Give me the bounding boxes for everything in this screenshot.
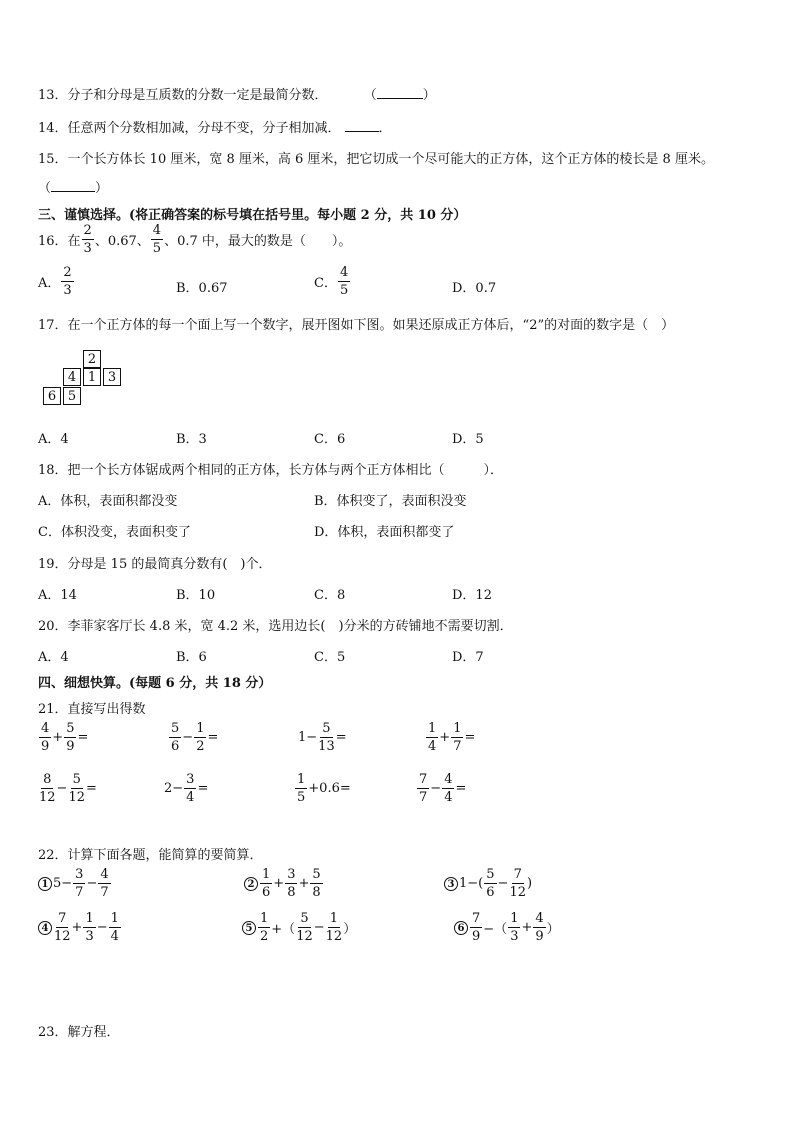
option-d[interactable]: D．体积，表面积都变了 [314,525,455,540]
expression-1: $\frac{4}{9}$ + $\frac{5}{9}$ = [41,721,89,754]
option-c[interactable]: C． $\frac{4}{5}$ [314,265,349,298]
question-15 [38,148,714,167]
question-13: 13．分子和分母是互质数的分数一定是最简分数． （ ） [38,88,436,103]
question-16: 16．在 $\frac{2}{3}$ 、0.67、 $\frac{4}{5}$ 、0.7 中，最大的数是（ ）。 [38,223,352,256]
circled-number: 4 [38,921,52,935]
calc-1: 1 5− $\frac{3}{7}$ − $\frac{4}{7}$ [38,868,112,899]
net-face: 5 [63,387,81,405]
expression-8: $\frac{7}{7}$ − $\frac{4}{4}$ = [419,772,467,805]
option-d[interactable]: D．7 [452,650,484,665]
question-18-text: 18．把一个长方体锯成两个相同的正方体，长方体与两个正方体相比（ ）． [38,463,504,478]
question-22-text: 22．计算下面各题，能简算的要简算． [38,848,263,863]
option-d[interactable]: D．12 [452,588,492,603]
question-19-text: 19．分母是 15 的最简真分数有( )个． [38,557,272,572]
option-c[interactable]: C．8 [314,588,346,603]
expression-6: 2− $\frac{3}{4}$ = [164,772,209,805]
calc-4: 4 $\frac{7}{12}$ + $\frac{1}{3}$ − $\frac{1}{4}$ [38,912,122,943]
option-b[interactable]: B．3 [176,432,207,447]
option-d[interactable]: D．5 [452,432,484,447]
net-face: 2 [83,350,101,368]
option-b[interactable]: B．10 [176,588,216,603]
net-face: 4 [63,368,81,386]
option-a[interactable]: A．4 [38,650,69,665]
answer-blank[interactable] [345,119,379,132]
question-20-text: 20．李菲家客厅长 4.8 米，宽 4.2 米，选用边长( )分米的方砖铺地不需要切割． [38,619,513,634]
option-b[interactable]: B．6 [176,650,207,665]
question-14: 14．任意两个分数相加减，分母不变，分子相加减． ． [38,121,392,136]
expression-2: $\frac{5}{6}$ − $\frac{1}{2}$ = [171,721,219,754]
section-4-title: 四、细想快算。(每题 6 分，共 18 分） [38,676,272,691]
net-face: 3 [103,368,121,386]
option-b[interactable]: B．0.67 [176,281,228,296]
circled-number: 6 [454,921,468,935]
circled-number: 3 [444,877,458,891]
answer-blank[interactable] [377,86,423,99]
option-a[interactable]: A．4 [38,432,69,447]
calc-2: 2 $\frac{1}{6}$ + $\frac{3}{8}$ + $\frac{5}{8}$ [244,868,324,899]
expression-5: $\frac{8}{12}$ − $\frac{5}{12}$ = [39,772,97,805]
expression-7: $\frac{1}{5}$ +0.6= [297,772,351,805]
option-b[interactable]: B．体积变了，表面积没变 [314,494,467,509]
option-a[interactable]: A．体积，表面积都没变 [38,494,178,509]
question-13-text: 13．分子和分母是互质数的分数一定是最简分数． [38,88,328,103]
question-15-text: 15．一个长方体长 10 厘米，宽 8 厘米，高 6 厘米，把它切成一个尽可能大的正方体，这个正方体的棱长是 8 厘米。 [38,152,714,167]
question-17-text: 17．在一个正方体的每一个面上写一个数字，展开图如下图。如果还原成正方体后，“2”的对面的数字是（ ） [38,318,675,333]
circled-number: 5 [242,921,256,935]
fraction: $\frac{2}{3}$ [63,265,72,298]
option-c[interactable]: C．体积没变，表面积变了 [38,525,191,540]
calc-6: 6 $\frac{7}{9}$ −（ $\frac{1}{3}$ + $\frac{4}{9}$ ） [454,912,560,943]
question-15-answer: （ ） [38,181,109,196]
calc-3: 3 1−( $\frac{5}{6}$ − $\frac{7}{12}$ ) [444,868,532,899]
section-3-title: 三、谨慎选择。(将正确答案的标号填在括号里。每小题 2 分，共 10 分） [38,208,467,223]
fraction: $\frac{4}{5}$ [339,265,349,298]
option-d[interactable]: D．0.7 [452,281,497,296]
question-14-text: 14．任意两个分数相加减，分母不变，分子相加减． [38,121,341,136]
net-face: 6 [43,387,61,405]
question-21-text: 21．直接写出得数 [38,702,146,717]
net-face: 1 [83,368,101,386]
calc-5: 5 $\frac{1}{2}$ +（ $\frac{5}{12}$ − $\frac{1}{12}$ ） [242,912,356,943]
fraction: $\frac{2}{3}$ [83,223,92,256]
option-a[interactable]: A． $\frac{2}{3}$ [38,265,72,298]
circled-number: 1 [38,877,52,891]
question-23-text: 23．解方程． [38,1025,120,1040]
circled-number: 2 [244,877,258,891]
fraction: $\frac{4}{5}$ [152,223,162,256]
expression-3: 1− $\frac{5}{13}$ = [298,721,347,754]
option-c[interactable]: C．6 [314,432,346,447]
option-a[interactable]: A．14 [38,588,77,603]
answer-blank[interactable] [51,179,95,192]
expression-4: $\frac{1}{4}$ + $\frac{1}{7}$ = [428,721,476,754]
option-c[interactable]: C．5 [314,650,346,665]
